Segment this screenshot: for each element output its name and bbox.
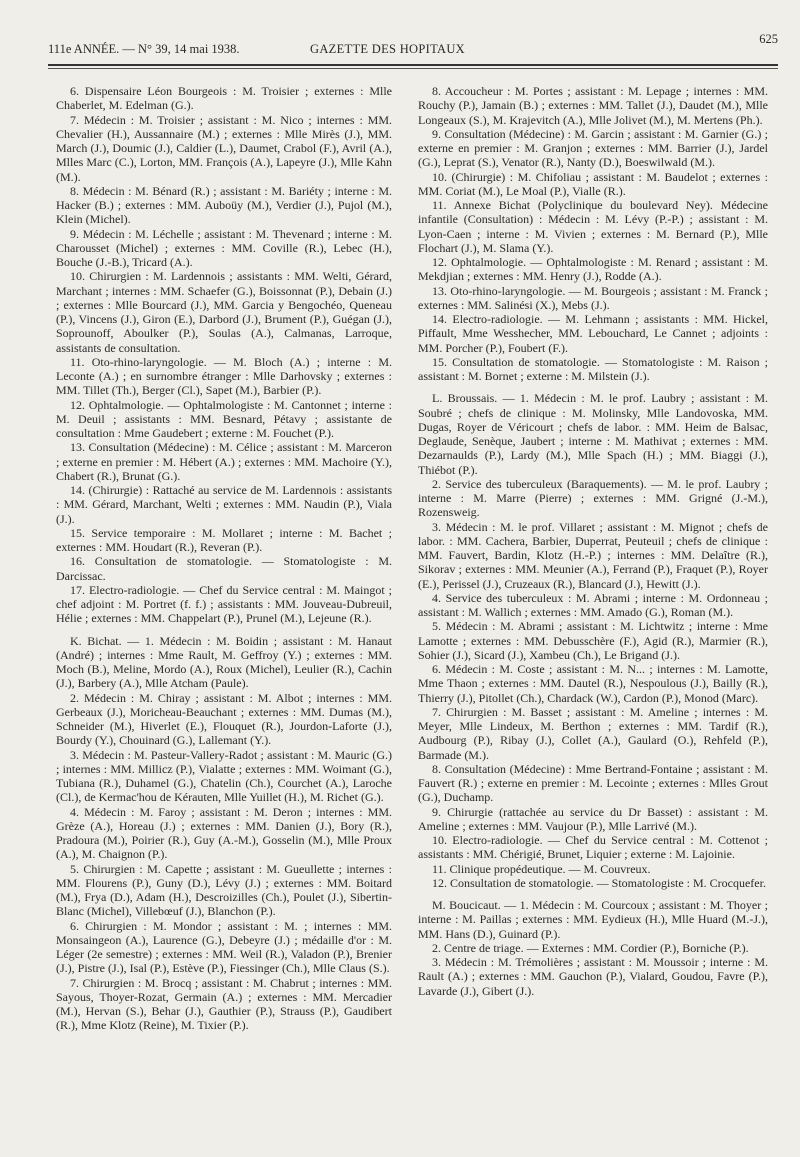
roster-paragraph: 4. Service des tuberculeux : M. Abrami ; interne : M. Ordonneau ; assistant : M. Wallich ; externes : MM. Amado (G.), Roman (M.).	[418, 590, 768, 619]
roster-paragraph: 12. Consultation de stomatologie. — Stomatologiste : M. Crocquefer.	[432, 875, 766, 890]
roster-paragraph: 11. Oto-rhino-laryngologie. — M. Bloch (A.) ; interne : M. Leconte (A.) ; en surnombre étranger : Mlle Darhovsky ; externes : MM. Tillet (Th.), Berger (Cl.), Sapet (M.), Barbier (P.).	[56, 354, 392, 398]
roster-paragraph: 13. Consultation (Médecine) : M. Célice ; assistant : M. Marceron ; externe en premier : M. Hébert (A.) ; externes : MM. Machoire (Y.), Chabert (R.), Brunat (G.).	[56, 440, 392, 483]
roster-paragraph: 8. Accoucheur : M. Portes ; assistant : M. Lepage ; internes : MM. Rouchy (P.), Jamain (B.) ; externes : MM. Tallet (J.), Daudet (M.), Mlle Longeaux (S.), M. Krajevitch (A.), Mlle Jolivet (M.), M. Mertens (Ph.).	[418, 84, 768, 127]
right-column	[418, 84, 768, 998]
roster-paragraph: 10. Electro-radiologie. — Chef du Service central : M. Cottenot ; assistants : MM. Chérigié, Brunet, Liquier ; externe : M. Lajoinie.	[418, 833, 768, 862]
header-rule-thin	[48, 68, 778, 69]
roster-paragraph: 11. Annexe Bichat (Polyclinique du boulevard Ney). Médecine infantile (Consultation) : Médecin : M. Lévy (P.-P.) ; assistant : M. Lyon-Caen ; interne : M. Vivien ; externes : M. Bernard (P.), Mlle Flochart (J.), M. Slama (Y.).	[418, 198, 768, 255]
roster-paragraph: 11. Clinique propédeutique. — M. Couvreux.	[432, 861, 651, 876]
roster-paragraph: L. Broussais. — 1. Médecin : M. le prof. Laubry ; assistant : M. Soubré ; chefs de clinique : M. Molinsky, Mlle Landovoska, MM. Dugas, Royer de Véricourt ; chefs de labor. : MM. Heim de Balsac, Deglaude, Senèque, Jaubert ; interne : M. Mathivat ; externes : MM. Dezarnaulds (P.), Lardy (M.), Mlle Spach (H.) ; MM. Biaggi (J.), Thiébot (P.).	[418, 391, 768, 477]
section-gap	[418, 890, 768, 898]
roster-paragraph: 6. Chirurgien : M. Mondor ; assistant : M. ; internes : MM. Monsaingeon (A.), Laurence (G.), Debeyre (J.) ; médaille d'or : M. Léger (2e semestre) ; externes : MM. Weil (R.), Valadon (P.), Brenier (J.), Pistre (J.), Isal (P.), Estève (P.), Fiessinger (Ch.), Mlle Claus (S.).	[56, 918, 392, 976]
roster-paragraph: 10. (Chirurgie) : M. Chifoliau ; assistant : M. Baudelot ; externes : MM. Coriat (M.), Le Moal (P.), Vialle (R.).	[418, 169, 768, 198]
roster-paragraph: 8. Médecin : M. Bénard (R.) ; assistant : M. Bariéty ; interne : M. Hacker (B.) ; externes : MM. Auboüy (M.), Verdier (J.), Pujol (M.), Klein (Michel).	[56, 183, 392, 227]
roster-paragraph: 7. Chirurgien : M. Brocq ; assistant : M. Chabrut ; internes : MM. Sayous, Thoyer-Rozat, Germain (A.) ; externes : MM. Mercadier (M.), Hervan (S.), Behar (J.), Gauthier (P.), Strauss (P.), Gaudibert (R.), Mme Klotz (Reine), M. Tixier (P.).	[56, 975, 392, 1033]
roster-paragraph: 13. Oto-rhino-laryngologie. — M. Bourgeois ; assistant : M. Franck ; externes : MM. Salinési (X.), Mebs (J.).	[418, 283, 768, 312]
roster-paragraph: 9. Médecin : M. Léchelle ; assistant : M. Thevenard ; interne : M. Charousset (Michel) ; externes : MM. Coville (R.), Lebec (H.), Bouche (J.-B.), Tricard (A.).	[56, 226, 392, 269]
roster-paragraph: M. Boucicaut. — 1. Médecin : M. Courcoux ; assistant : M. Thoyer ; interne : M. Paillas ; externes : MM. Eydieux (H.), Mlle Huard (M.-J.), MM. Hans (D.), Guinard (P.).	[418, 898, 768, 941]
roster-paragraph: 5. Médecin : M. Abrami ; assistant : M. Lichtwitz ; interne : Mme Lamotte ; externes : MM. Debusschère (F.), Agid (R.), Marmier (R.), Sohier (J.), Sicard (J.), Xambeu (Ch.), Le Brigand (J.).	[418, 619, 768, 662]
section-gap	[56, 626, 392, 634]
section-gap	[418, 383, 768, 391]
roster-paragraph: K. Bichat. — 1. Médecin : M. Boidin ; assistant : M. Hanaut (André) ; internes : Mme Rault, M. Geffroy (Y.) ; externes : MM. Moch (B.), Meline, Mordo (A.), Roux (Michel), Leulier (R.), Cachin (J.), Barbery (A.), Mlle Atcham (Paule).	[56, 633, 392, 691]
roster-paragraph: 3. Médecin : M. Trémolières ; assistant : M. Moussoir ; interne : M. Rault (A.) ; externes : MM. Gauchon (P.), Vialard, Goudou, Favre (P.), Lavarde (J.), Gibert (J.).	[418, 955, 768, 998]
left-column	[56, 84, 392, 1033]
roster-paragraph: 6. Médecin : M. Coste ; assistant : M. N... ; internes : M. Lamotte, Mme Thaon ; externes : MM. Dautel (R.), Nespoulous (J.), Bailly (R.), Thierry (J.), Pitollet (Ch.), Chardack (W.), Cardon (P.), Monod (Marc).	[418, 662, 768, 705]
roster-paragraph: 14. (Chirurgie) : Rattaché au service de M. Lardennois : assistants : MM. Gérard, Marchant, Welti ; externes : MM. Naudin (P.), Viala (J.).	[56, 483, 392, 526]
roster-paragraph: 15. Service temporaire : M. Mollaret ; interne : M. Bachet ; externes : MM. Houdart (R.), Reveran (P.).	[56, 525, 392, 554]
roster-paragraph: 3. Médecin : M. le prof. Villaret ; assistant : M. Mignot ; chefs de labor. : MM. Cachera, Barbier, Duperrat, Peuteuil ; chefs de clinique : MM. Fauvert, Bardin, Klotz (H.-P.) ; internes : MM. Delaître (R.), Sikorav ; externes : MM. Meunier (A.), Ferrand (P.), Fraquet (P.), Royer (E.), Perissel (J.), Cruzeaux (R.), Blancard (J.), Hewitt (J.).	[418, 519, 768, 591]
roster-paragraph: 6. Dispensaire Léon Bourgeois : M. Troisier ; externes : Mlle Chaberlet, M. Edelman (G.).	[56, 84, 392, 113]
issue-line: 111e ANNÉE. — N° 39, 14 mai 1938.	[48, 42, 240, 56]
roster-paragraph: 7. Chirurgien : M. Basset ; assistant : M. Ameline ; internes : M. Meyer, Mlle Lindeux, M. Berthon ; externes : MM. Tardif (R.), Audbourg (P.), Ribay (J.), Collet (A.), Gaulard (O.), Rehfeld (P.), Barmade (M.).	[418, 704, 768, 762]
roster-paragraph: 8. Consultation (Médecine) : Mme Bertrand-Fontaine ; assistant : M. Fauvert (R.) ; externe en premier : M. Lecointe ; externes : Mlles Grout (G.), Duchamp.	[418, 761, 768, 805]
page-number: 625	[759, 32, 778, 46]
journal-title: GAZETTE DES HOPITAUX	[310, 42, 465, 56]
page-header	[48, 32, 778, 66]
header-rule	[48, 64, 778, 66]
roster-paragraph: 12. Ophtalmologie. — Ophtalmologiste : M. Cantonnet ; interne : M. Deuil ; assistants : MM. Besnard, Pétavy ; assistante de consultation : Mme Gaudebert ; externe : M. Fouchet (P.).	[56, 397, 392, 440]
roster-paragraph: 3. Médecin : M. Pasteur-Vallery-Radot ; assistant : M. Mauric (G.) ; internes : MM. Millicz (P.), Vialatte ; externes : MM. Woimant (G.), Tubiana (R.), Duhamel (G.), Chatelin (Ch.), Courchet (A.), Laroche (Cl.), de Kermac'hou de Kérauten, Mlle Yuillet (H.), M. Richet (G.).	[56, 747, 392, 805]
roster-paragraph: 2. Centre de triage. — Externes : MM. Cordier (P.), Borniche (P.).	[432, 940, 749, 955]
roster-paragraph: 14. Electro-radiologie. — M. Lehmann ; assistants : MM. Hickel, Piffault, Mme Wesshecher, MM. Lebouchard, Le Cannet ; adjoints : MM. Porcher (P.), Foubert (F.).	[418, 312, 768, 355]
roster-paragraph: 17. Electro-radiologie. — Chef du Service central : M. Maingot ; chef adjoint : M. Portret (f. f.) ; assistants : MM. Jouveau-Dubreuil, Hélie ; externes : MM. Chappelart (P.), Prunel (M.), Lejeune (R.).	[56, 582, 392, 626]
roster-paragraph: 2. Service des tuberculeux (Baraquements). — M. le prof. Laubry ; interne : M. Marre (Pierre) ; externes : MM. Grigné (J.-M.), Rozensweig.	[418, 476, 768, 520]
roster-paragraph: 10. Chirurgien : M. Lardennois ; assistants : MM. Welti, Gérard, Marchant ; internes : MM. Schaefer (G.), Boissonnat (P.), Debain (J.) ; externes : Mlle Bourcard (J.), MM. Garcia y Bengochéo, Queneau (P.), Vincens (J.), Giron (E.), Darbord (J.), Brument (P.), Guégan (J.), Soprounoff, Aboulker (P.), Soulas (A.), Calmanas, Larroque, assistants de consultation.	[56, 269, 392, 355]
roster-paragraph: 9. Chirurgie (rattachée au service du Dr Basset) : assistant : M. Ameline ; externes : MM. Vaujour (P.), Mlle Larrivé (M.).	[418, 804, 768, 833]
roster-paragraph: 9. Consultation (Médecine) : M. Garcin ; assistant : M. Garnier (G.) ; externe en premier : M. Granjon ; externes : MM. Barrier (J.), Jardel (G.), Leprat (S.), Venator (R.), Nanty (D.), Boeswilwald (M.).	[418, 126, 768, 170]
roster-paragraph: 12. Ophtalmologie. — Ophtalmologiste : M. Renard ; assistant : M. Mekdjian ; externes : MM. Henry (J.), Rodde (A.).	[418, 255, 768, 284]
roster-paragraph: 16. Consultation de stomatologie. — Stomatologiste : M. Darcissac.	[56, 554, 392, 583]
roster-paragraph: 5. Chirurgien : M. Capette ; assistant : M. Gueullette ; internes : MM. Flourens (P.), Guny (D.), Lévy (J.) ; externes : MM. Boitard (M.), Frya (D.), Adam (H.), Descroizilles (Ch.), Poulet (J.), Sibertin-Blanc (Michel), Villebœuf (J.), Blanchon (P.).	[56, 861, 392, 919]
roster-paragraph: 7. Médecin : M. Troisier ; assistant : M. Nico ; internes : MM. Chevalier (H.), Aussannaire (M.) ; externes : Mlle Mirès (J.), MM. March (J.), Doumic (J.), Caldier (L.), Daumet, Crabol (F.), Avril (A.), Mlles Marc (C.), Lorton, MM. François (A.), Lapeyre (J.), Mlle Kahn (M.).	[56, 112, 392, 184]
roster-paragraph: 2. Médecin : M. Chiray ; assistant : M. Albot ; internes : MM. Gerbeaux (J.), Moricheau-Beauchant ; externes : MM. Dumas (M.), Schneider (M.), Hiverlet (E.), Flouquet (R.), Jourdon-Laforte (J.), Bourdy (Y.), Chouinard (G.), Lallemant (Y.).	[56, 690, 392, 748]
roster-paragraph: 4. Médecin : M. Faroy ; assistant : M. Deron ; internes : MM. Grèze (A.), Horeau (J.) ; externes : MM. Danien (J.), Bory (R.), Pradoura (M.), Poirier (R.), Guy (A.-M.), Gosselin (M.), Mlle Proux (A.), M. Chaignon (P.).	[56, 804, 392, 862]
roster-paragraph: 15. Consultation de stomatologie. — Stomatologiste : M. Raison ; assistant : M. Bornet ; externe : M. Milstein (J.).	[418, 354, 768, 383]
